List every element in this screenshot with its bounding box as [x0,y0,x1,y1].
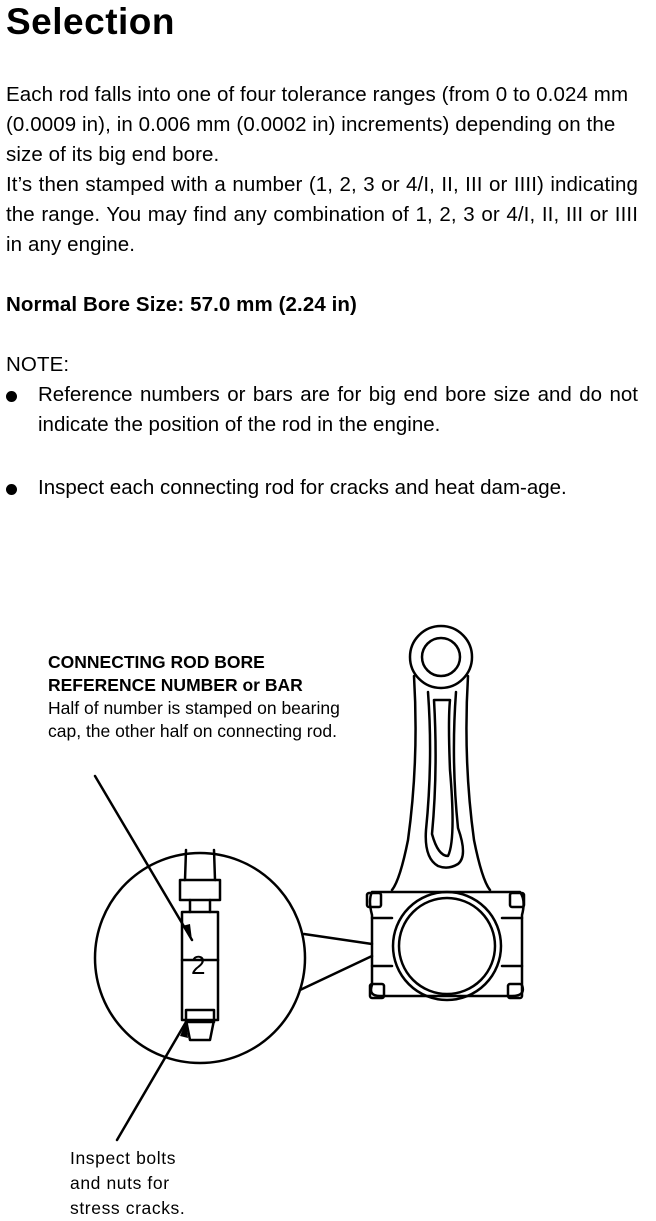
callout-heading: CONNECTING ROD BORE REFERENCE NUMBER or BAR [48,652,303,695]
page-title: Selection [6,1,175,42]
stamping-paragraph: It’s then stamped with a number (1, 2, 3 or 4/I, II, III or IIII) indicating the range. You may find any combination of 1, 2, 3 or 4/I, II, III or IIII in any engine. [6,173,638,256]
note-label: NOTE: [6,353,70,376]
rod-small-end-bore [422,638,460,676]
arrowhead-icon [182,924,192,940]
inspect-bolts-label: Inspect bolts and nuts for stress cracks. [70,1148,186,1218]
callout-text: Half of number is stamped on bearing cap, the other half on connecting rod. [48,698,340,741]
rod-small-end [410,626,472,688]
note-item-reference: Reference numbers or bars are for big end bore size and do not indicate the position of the rod in the engine. [38,383,638,436]
rod-beam [392,676,490,890]
rod-big-end-bore [393,892,501,1000]
note-item-inspect: Inspect each connecting rod for cracks and heat dam-age. [38,476,567,499]
rod-beam-web [426,692,463,868]
stamp-number: 2 [191,950,206,980]
normal-bore-size: Normal Bore Size: 57.0 mm (2.24 in) [6,293,357,316]
inspect-leader [117,1022,186,1140]
tolerance-paragraph: Each rod falls into one of four tolerance ranges (from 0 to 0.024 mm (0.0009 in), in 0.006 mm (0.0002 in) increments) depending on the size of its big end bore. [6,83,629,166]
callout-leader [95,776,192,940]
